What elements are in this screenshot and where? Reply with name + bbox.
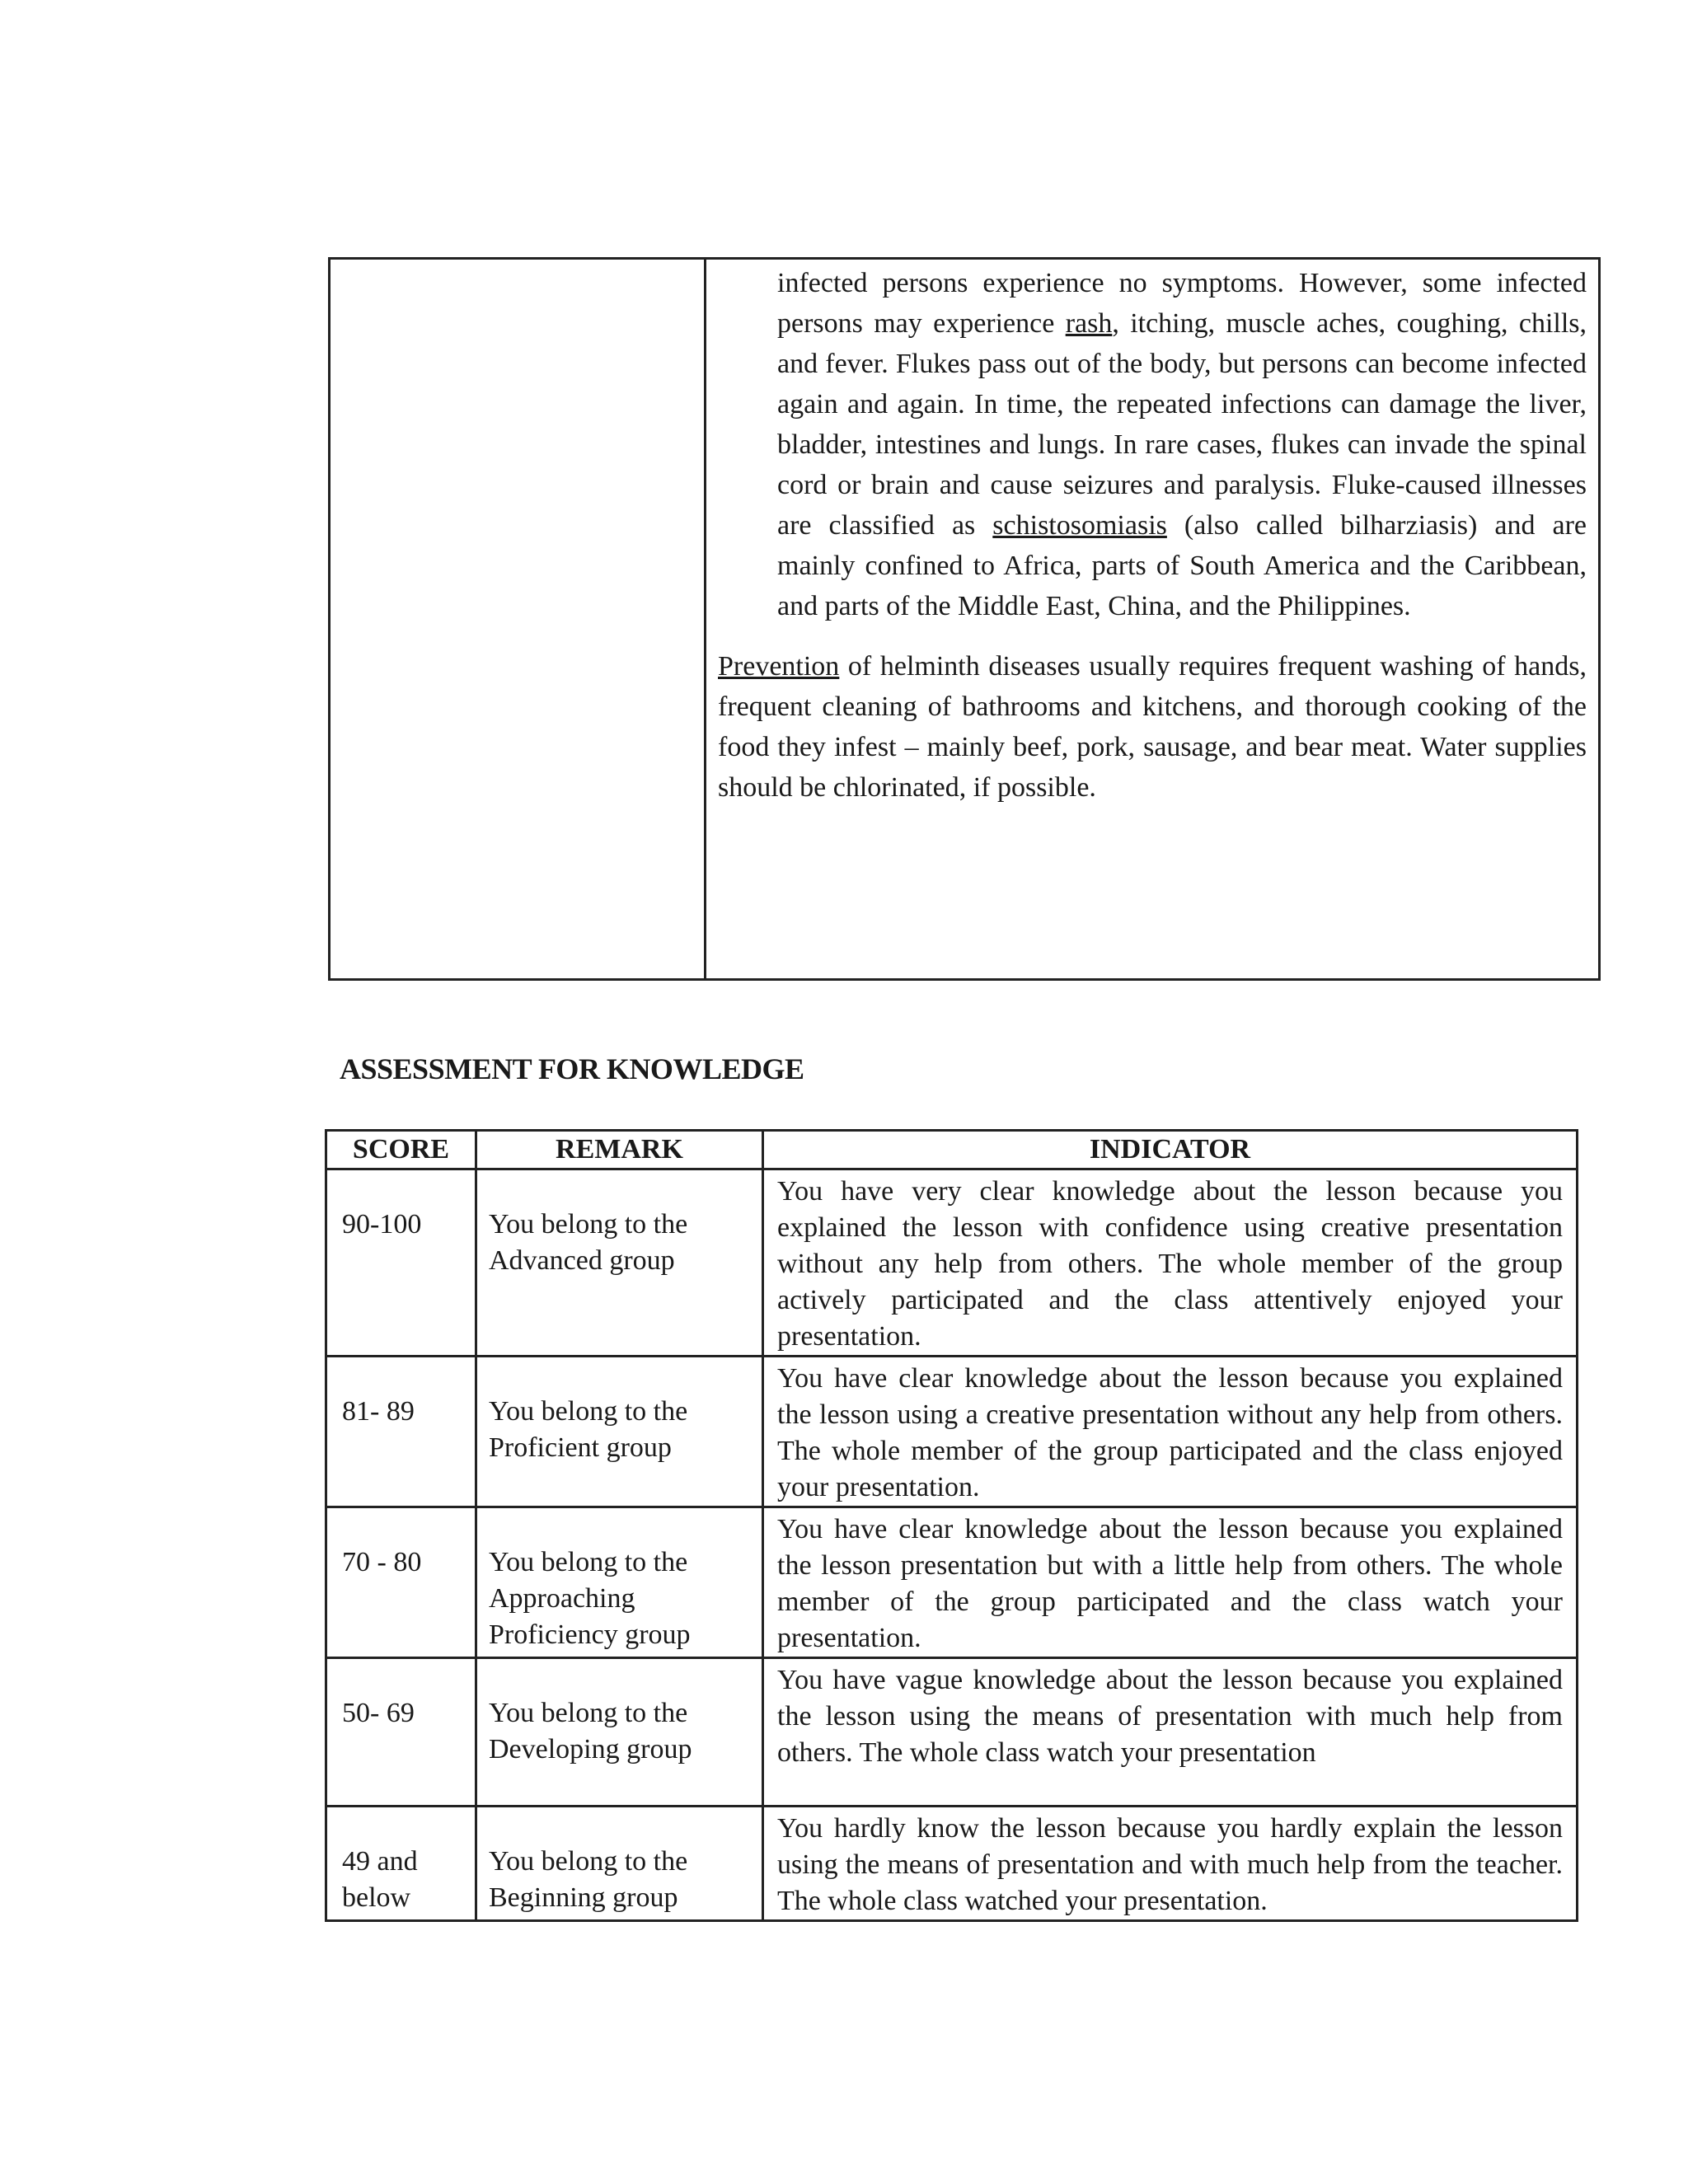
rash-link[interactable]: rash	[1065, 308, 1113, 339]
assessment-table	[325, 1129, 1578, 1922]
schistosomiasis-link[interactable]: schistosomiasis	[992, 510, 1167, 541]
content-table-right-cell	[706, 260, 1598, 978]
content-table-left-cell	[331, 260, 706, 978]
table-row	[326, 1658, 1578, 1807]
indicator-cell: You hardly know the lesson because you hardly explain the lesson using the means of presentation and with much help from the teacher. The whole class watched your presentation.	[763, 1807, 1578, 1921]
indicator-cell: You have vague knowledge about the lesson because you explained the lesson using the means of presentation with much help from others. The whole class watch your presentation	[763, 1658, 1578, 1807]
assessment-heading: ASSESSMENT FOR KNOWLEDGE	[340, 1052, 804, 1085]
prevention-link[interactable]: Prevention	[718, 651, 840, 682]
prevention-paragraph	[718, 646, 1587, 808]
remark-header: REMARK	[476, 1131, 763, 1169]
table-row	[326, 1169, 1578, 1357]
fluke-paragraph	[777, 263, 1587, 626]
indicator-cell: You have clear knowledge about the lesson because you explained the lesson presentation but with a little help from others. The whole member of the group participated and the class watch your presentation.	[763, 1507, 1578, 1658]
remark-cell: You belong to the Advanced group	[476, 1169, 763, 1357]
indicator-cell: You have clear knowledge about the lesson because you explained the lesson using a creative presentation without any help from others. The whole member of the group participated and the class enjoyed your presentation.	[763, 1357, 1578, 1507]
table-row	[326, 1507, 1578, 1658]
table-row	[326, 1357, 1578, 1507]
score-header: SCORE	[326, 1131, 476, 1169]
score-cell: 50- 69	[326, 1658, 476, 1807]
remark-cell: You belong to the Approaching Proficiency group	[476, 1507, 763, 1658]
score-cell: 90-100	[326, 1169, 476, 1357]
score-cell: 81- 89	[326, 1357, 476, 1507]
remark-cell: You belong to the Developing group	[476, 1658, 763, 1807]
score-cell: 70 - 80	[326, 1507, 476, 1658]
fluke-text-segment: infected persons experience no symptoms. However, some infected persons may experience	[777, 268, 1587, 339]
table-header-row	[326, 1131, 1578, 1169]
score-cell: 49 and below	[326, 1807, 476, 1921]
table-row	[326, 1807, 1578, 1921]
content-table	[328, 257, 1601, 981]
fluke-text-segment: (also called bilharziasis) and are mainly confined to Africa, parts of South America and the Caribbean, and parts of the Middle East, China, and the Philippines.	[777, 510, 1587, 621]
indicator-cell: You have very clear knowledge about the lesson because you explained the lesson with confidence using creative presentation without any help from others. The whole member of the group actively participated and the class attentively enjoyed your presentation.	[763, 1169, 1578, 1357]
fluke-text-segment: , itching, muscle aches, coughing, chills, and fever. Flukes pass out of the body, but persons can become infected again and again. In time, the repeated infections can damage the liver, bladder, intestines and lungs. In rare cases, flukes can invade the spinal cord or brain and cause seizures and paralysis. Fluke-caused illnesses are classified as	[777, 308, 1587, 541]
remark-cell: You belong to the Beginning group	[476, 1807, 763, 1921]
indicator-header: INDICATOR	[763, 1131, 1578, 1169]
remark-cell: You belong to the Proficient group	[476, 1357, 763, 1507]
prevention-text-segment: of helminth diseases usually requires frequent washing of hands, frequent cleaning of bathrooms and kitchens, and thorough cooking of the food they infest – mainly beef, pork, sausage, and bear meat. Water supplies should be chlorinated, if possible.	[718, 651, 1587, 803]
